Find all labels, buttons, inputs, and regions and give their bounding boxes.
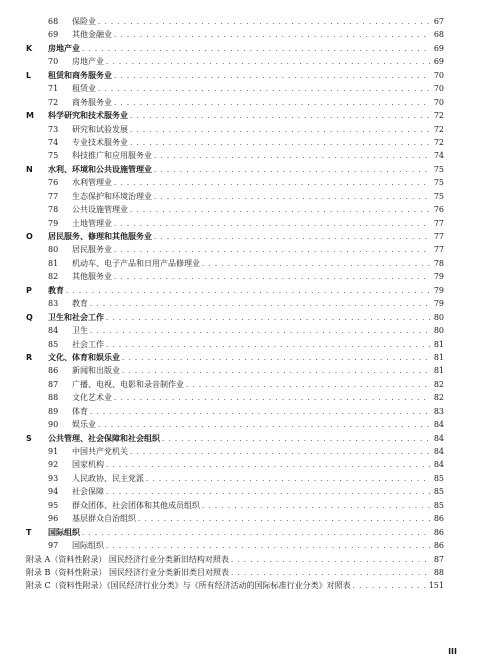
- toc-item-93[interactable]: [26, 472, 444, 485]
- toc-item-96[interactable]: [26, 512, 444, 525]
- dot-leader: [231, 554, 430, 567]
- toc-entry-title: 社会保障: [72, 487, 104, 497]
- dot-leader: [114, 392, 430, 405]
- toc-page-number: 70: [433, 70, 444, 80]
- toc-page-number: 68: [433, 30, 444, 40]
- toc-page-number: 82: [433, 393, 444, 403]
- toc-page-number: 84: [433, 447, 444, 456]
- toc-page-number: 83: [433, 406, 444, 416]
- section-letter: S: [26, 433, 32, 443]
- dot-leader: [106, 540, 430, 553]
- toc-item-88[interactable]: [26, 391, 444, 404]
- dot-leader: [98, 16, 430, 29]
- toc-page-number: 75: [433, 164, 444, 174]
- toc-entry-title: 水利管理业: [72, 178, 112, 188]
- dot-leader: [231, 567, 430, 580]
- dot-leader: [66, 285, 430, 298]
- toc-item-91[interactable]: [26, 445, 444, 458]
- toc-entry-title: 国家机构: [72, 460, 104, 470]
- toc-section-p[interactable]: [26, 284, 444, 297]
- dot-leader: [154, 164, 430, 177]
- toc-entry-title: 附录 C（资料性附录）《国民经济行业分类》与《所有经济活动的国际标准行业分类》对照表: [26, 581, 351, 591]
- toc-page-number: 84: [433, 420, 444, 430]
- item-code: 72: [48, 97, 59, 107]
- toc-entry-title: 房地产业: [48, 43, 80, 53]
- toc-page-number: 69: [433, 43, 444, 53]
- dot-leader: [154, 150, 430, 163]
- toc-item-94[interactable]: [26, 485, 444, 498]
- toc-entry-title: 附录 A（资料性附录） 国民经济行业分类新旧结构对照表: [26, 554, 229, 564]
- dot-leader: [130, 204, 430, 217]
- toc-section-o[interactable]: [26, 230, 444, 243]
- dot-leader: [130, 137, 430, 150]
- toc-entry-title: 文化、体育和娱乐业: [48, 352, 120, 362]
- toc-page-number: 78: [433, 258, 444, 268]
- item-code: 77: [48, 191, 59, 201]
- toc-entry-title: 商务服务业: [72, 97, 112, 107]
- toc-appendix[interactable]: [26, 579, 444, 592]
- toc-item-73[interactable]: [26, 123, 444, 136]
- toc-entry-title: 科技推广和应用服务业: [72, 151, 152, 161]
- toc-entry-title: 社会工作: [72, 339, 104, 349]
- toc-item-74[interactable]: [26, 136, 444, 149]
- toc-entry-title: 公共设施管理业: [72, 205, 128, 215]
- dot-leader: [353, 580, 427, 593]
- toc-entry-title: 文化艺术业: [72, 393, 112, 403]
- item-code: 73: [48, 124, 59, 134]
- toc-entry-title: 新闻和出版业: [72, 366, 120, 376]
- toc-item-79[interactable]: [26, 217, 444, 230]
- toc-page-number: 81: [433, 339, 444, 349]
- dot-leader: [114, 97, 430, 110]
- toc-entry-title: 其他金融业: [72, 30, 112, 40]
- section-letter: K: [26, 43, 33, 53]
- section-letter: O: [26, 232, 33, 241]
- toc-entry-title: 基层群众自治组织: [72, 514, 136, 524]
- item-code: 90: [48, 420, 59, 430]
- dot-leader: [90, 325, 430, 338]
- item-code: 96: [48, 514, 59, 524]
- toc-entry-title: 人民政协、民主党派: [72, 473, 144, 483]
- item-code: 70: [48, 57, 59, 67]
- item-code: 85: [48, 339, 59, 349]
- toc-entry-title: 公共管理、社会保障和社会组织: [48, 433, 160, 443]
- toc-item-95[interactable]: [26, 499, 444, 512]
- item-code: 84: [48, 326, 59, 336]
- item-code: 71: [48, 84, 59, 94]
- toc-item-82[interactable]: [26, 270, 444, 283]
- item-code: 76: [48, 178, 59, 188]
- toc-entry-title: 居民服务、修理和其他服务业: [48, 232, 152, 241]
- toc-page-number: 72: [433, 124, 444, 134]
- toc-item-83[interactable]: [26, 297, 444, 310]
- toc-page-number: 67: [433, 17, 444, 26]
- section-letter: L: [26, 70, 32, 80]
- toc-page-number: 75: [433, 178, 444, 188]
- toc-entry-title: 娱乐业: [72, 420, 96, 430]
- toc-page-number: 74: [433, 151, 444, 161]
- toc-item-75[interactable]: [26, 149, 444, 162]
- item-code: 92: [48, 460, 59, 470]
- toc-section-t[interactable]: [26, 526, 444, 539]
- dot-leader: [82, 43, 430, 56]
- toc-page-number: 77: [433, 232, 444, 241]
- toc-entry-title: 机动车、电子产品和日用产品修理业: [72, 258, 200, 268]
- toc-item-92[interactable]: [26, 458, 444, 471]
- dot-leader: [130, 110, 430, 123]
- dot-leader: [130, 124, 430, 137]
- dot-leader: [90, 406, 430, 419]
- toc-item-87[interactable]: [26, 378, 444, 391]
- toc-appendix[interactable]: [26, 553, 444, 566]
- toc-page-number: 80: [433, 326, 444, 336]
- toc-page-number: 80: [433, 312, 444, 322]
- toc-page-number: 77: [433, 218, 444, 228]
- dot-leader: [98, 419, 430, 432]
- item-code: 69: [48, 30, 59, 40]
- item-code: 86: [48, 366, 59, 376]
- toc-page-number: 82: [433, 379, 444, 389]
- toc-entry-title: 专业技术服务业: [72, 137, 128, 147]
- toc-entry-title: 教育: [48, 285, 64, 295]
- dot-leader: [154, 231, 430, 244]
- item-code: 94: [48, 487, 59, 497]
- toc-page-number: 85: [433, 500, 444, 510]
- toc-item-69[interactable]: [26, 28, 444, 41]
- item-code: 74: [48, 137, 59, 147]
- toc-item-76[interactable]: [26, 176, 444, 189]
- toc-entry-title: 租赁业: [72, 84, 96, 94]
- dot-leader: [162, 433, 430, 446]
- dot-leader: [106, 312, 430, 325]
- toc-item-68[interactable]: [26, 15, 444, 28]
- toc-item-86[interactable]: [26, 364, 444, 377]
- toc-page-number: 79: [433, 285, 444, 295]
- dot-leader: [202, 258, 430, 271]
- toc-section-q[interactable]: [26, 311, 444, 324]
- toc-page-number: 70: [433, 84, 444, 94]
- dot-leader: [106, 339, 430, 352]
- toc-page-number: 79: [433, 299, 444, 309]
- toc-page-number: 88: [433, 567, 444, 577]
- toc-entry-title: 体育: [72, 406, 88, 416]
- item-code: 87: [48, 379, 59, 389]
- dot-leader: [114, 218, 430, 231]
- toc-page-number: 84: [433, 433, 444, 443]
- toc-entry-title: 租赁和商务服务业: [48, 70, 112, 80]
- toc-entry-title: 国际组织: [72, 541, 104, 551]
- toc-section-m[interactable]: [26, 109, 444, 122]
- dot-leader: [122, 365, 430, 378]
- toc-item-89[interactable]: [26, 405, 444, 418]
- item-code: 79: [48, 218, 59, 228]
- section-letter: R: [26, 352, 33, 362]
- toc-page-number: 72: [433, 111, 444, 121]
- toc-appendix[interactable]: [26, 566, 444, 579]
- dot-leader: [146, 473, 430, 486]
- toc-entry-title: 群众团体、社会团体和其他成员组织: [72, 500, 200, 510]
- toc-entry-title: 卫生和社会工作: [48, 312, 104, 322]
- dot-leader: [114, 177, 430, 190]
- section-letter: Q: [26, 312, 33, 322]
- toc-entry-title: 卫生: [72, 326, 88, 336]
- item-code: 95: [48, 500, 59, 510]
- item-code: 82: [48, 272, 59, 282]
- toc-entry-title: 科学研究和技术服务业: [48, 111, 128, 121]
- toc-page-number: 69: [433, 57, 444, 67]
- dot-leader: [186, 379, 430, 392]
- page-number: III: [448, 647, 457, 656]
- toc-page-number: 151: [428, 581, 444, 591]
- toc-page-number: 86: [433, 514, 444, 524]
- dot-leader: [114, 70, 430, 83]
- toc-section-s[interactable]: [26, 432, 444, 445]
- toc-item-70[interactable]: [26, 55, 444, 68]
- dot-leader: [106, 486, 430, 499]
- dot-leader: [114, 271, 430, 284]
- toc-item-85[interactable]: [26, 338, 444, 351]
- toc-section-n[interactable]: [26, 163, 444, 176]
- toc-item-84[interactable]: [26, 324, 444, 337]
- toc-entry-title: 中国共产党机关: [72, 447, 128, 456]
- dot-leader: [202, 500, 430, 513]
- item-code: 68: [48, 17, 59, 26]
- dot-leader: [90, 298, 430, 311]
- item-code: 75: [48, 151, 59, 161]
- toc-entry-title: 保险业: [72, 17, 96, 26]
- toc-item-77[interactable]: [26, 190, 444, 203]
- item-code: 88: [48, 393, 59, 403]
- dot-leader: [154, 191, 430, 204]
- toc-item-90[interactable]: [26, 418, 444, 431]
- toc-item-71[interactable]: [26, 82, 444, 95]
- toc-page-number: 84: [433, 460, 444, 470]
- toc-entry-title: 房地产业: [72, 57, 104, 67]
- toc-entry-title: 国际组织: [48, 527, 80, 537]
- toc-page-number: 86: [433, 541, 444, 551]
- toc-page-number: 85: [433, 473, 444, 483]
- toc-section-r[interactable]: [26, 351, 444, 364]
- toc-entry-title: 研究和试验发展: [72, 124, 128, 134]
- dot-leader: [106, 459, 430, 472]
- toc-entry-title: 教育: [72, 299, 88, 309]
- dot-leader: [138, 513, 430, 526]
- dot-leader: [98, 83, 430, 96]
- item-code: 78: [48, 205, 59, 215]
- toc-page-number: 77: [433, 245, 444, 255]
- toc-page-number: 81: [433, 366, 444, 376]
- toc-page-number: 79: [433, 272, 444, 282]
- toc-page-number: 75: [433, 191, 444, 201]
- toc-item-72[interactable]: [26, 96, 444, 109]
- toc-page-number: 87: [433, 554, 444, 564]
- toc-section-k[interactable]: [26, 42, 444, 55]
- item-code: 93: [48, 473, 59, 483]
- toc-page-number: 70: [433, 97, 444, 107]
- toc-item-97[interactable]: [26, 539, 444, 552]
- dot-leader: [130, 446, 430, 459]
- section-letter: N: [26, 164, 33, 174]
- item-code: 81: [48, 258, 59, 268]
- item-code: 97: [48, 541, 59, 551]
- section-letter: T: [26, 527, 32, 537]
- section-letter: M: [26, 111, 34, 121]
- toc-entry-title: 其他服务业: [72, 272, 112, 282]
- table-of-contents: [26, 15, 444, 593]
- toc-page-number: 85: [433, 487, 444, 497]
- toc-entry-title: 居民服务业: [72, 245, 112, 255]
- item-code: 89: [48, 406, 59, 416]
- dot-leader: [114, 244, 430, 257]
- toc-entry-title: 生态保护和环境治理业: [72, 191, 152, 201]
- toc-entry-title: 水利、环境和公共设施管理业: [48, 164, 152, 174]
- toc-page-number: 72: [433, 137, 444, 147]
- toc-item-81[interactable]: [26, 257, 444, 270]
- toc-item-78[interactable]: [26, 203, 444, 216]
- dot-leader: [122, 352, 430, 365]
- toc-entry-title: 广播、电视、电影和录音制作业: [72, 379, 184, 389]
- toc-page-number: 76: [433, 205, 444, 215]
- section-letter: P: [26, 285, 32, 295]
- toc-page-number: 86: [433, 527, 444, 537]
- item-code: 80: [48, 245, 59, 255]
- item-code: 91: [48, 447, 59, 456]
- item-code: 83: [48, 299, 59, 309]
- toc-page-number: 81: [433, 352, 444, 362]
- dot-leader: [106, 56, 430, 69]
- dot-leader: [114, 29, 430, 42]
- toc-section-l[interactable]: [26, 69, 444, 82]
- toc-item-80[interactable]: [26, 243, 444, 256]
- dot-leader: [82, 527, 430, 540]
- toc-entry-title: 附录 B（资料性附录） 国民经济行业分类新旧类目对照表: [26, 567, 229, 577]
- toc-entry-title: 土地管理业: [72, 218, 112, 228]
